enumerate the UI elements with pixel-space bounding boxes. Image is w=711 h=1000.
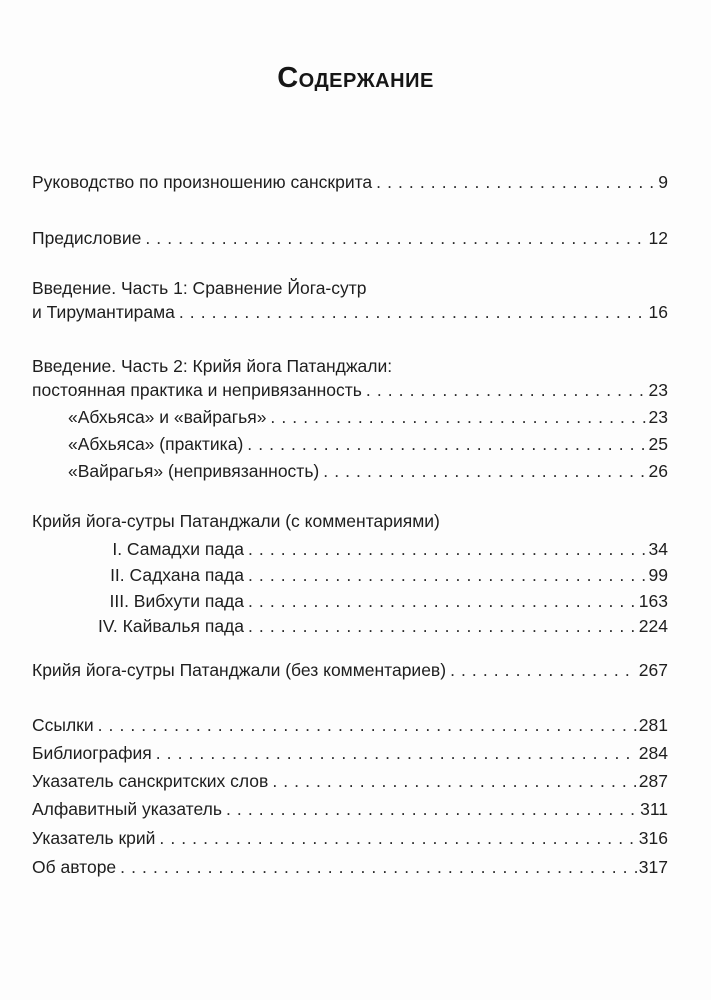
dot-leader (248, 537, 647, 561)
toc-entry-label: IV. Кайвалья пада (97, 616, 244, 636)
toc-entry-page: 99 (648, 565, 668, 585)
dot-leader (179, 300, 647, 324)
toc-entry-label: Об авторе (32, 857, 117, 877)
toc-entry[interactable] (32, 855, 668, 879)
toc-entry[interactable] (32, 276, 668, 324)
dot-leader (376, 170, 656, 194)
toc-entry-page: 224 (638, 616, 668, 636)
toc-entry-label: Указатель крий (32, 828, 156, 848)
toc-entry[interactable] (32, 170, 668, 194)
toc-subentry[interactable] (32, 614, 668, 638)
toc-entry-label: «Вайрагья» (непривязанность) (68, 461, 320, 481)
toc-entry-page: 26 (648, 461, 668, 481)
toc-subentry[interactable] (68, 432, 668, 456)
toc-subentry[interactable] (32, 563, 668, 587)
toc-entry[interactable] (32, 826, 668, 850)
toc-entry[interactable] (32, 769, 668, 793)
dot-leader (248, 614, 637, 638)
toc-subentry[interactable] (32, 537, 668, 561)
toc-entry-label: и Тирумантирама (32, 302, 175, 322)
toc-entry-page: 284 (638, 743, 668, 763)
dot-leader (98, 713, 637, 737)
dot-leader (159, 826, 636, 850)
toc-entry-page: 317 (638, 857, 668, 877)
dot-leader (247, 432, 646, 456)
toc-subentry[interactable] (68, 405, 668, 429)
toc-entry-page: 16 (648, 302, 668, 322)
toc-entry-label: Предисловие (32, 228, 142, 248)
toc-entry[interactable] (32, 713, 668, 737)
toc-entry-page: 267 (638, 660, 668, 680)
toc-entry-page: 163 (638, 591, 668, 611)
toc-entry-label: Ссылки (32, 715, 94, 735)
toc-entry-label: «Абхьяса» и «вайрагья» (68, 407, 267, 427)
dot-leader (156, 741, 637, 765)
toc-entry[interactable] (32, 658, 668, 682)
toc-entry-page: 25 (648, 434, 668, 454)
dot-leader (248, 589, 637, 613)
toc-entry-page: 316 (638, 828, 668, 848)
dot-leader (145, 226, 646, 250)
page-title: Содержание (277, 62, 434, 94)
dot-leader (120, 855, 637, 879)
toc-entry-label: «Абхьяса» (практика) (68, 434, 244, 454)
toc-entry-label: Указатель санскритских слов (32, 771, 269, 791)
toc-entry-page: 23 (648, 380, 668, 400)
toc-entry-label: Руководство по произношению санскрита (32, 172, 373, 192)
toc-entry-page: 34 (648, 539, 668, 559)
toc-entry[interactable] (32, 797, 668, 821)
dot-leader (226, 797, 638, 821)
toc-entry-label: постоянная практика и непривязанность (32, 380, 362, 400)
toc-entry-label: I. Самадхи пада (112, 539, 244, 559)
toc-entry-label: III. Вибхути пада (109, 591, 244, 611)
toc-entry-page: 12 (648, 228, 668, 248)
toc-entry-label: Библиография (32, 743, 152, 763)
toc-section-heading[interactable] (32, 509, 668, 533)
toc-entry[interactable] (32, 741, 668, 765)
toc-entry-label: II. Садхана пада (110, 565, 244, 585)
toc-entry[interactable] (32, 354, 668, 402)
dot-leader (450, 658, 637, 682)
toc-entry-page: 9 (658, 172, 668, 192)
toc-subentry[interactable] (68, 459, 668, 483)
toc-entry-label: Крийя йога-сутры Патанджали (без комментариев) (32, 660, 447, 680)
dot-leader (270, 405, 646, 429)
toc-subentry[interactable] (32, 589, 668, 613)
toc-entry-page: 287 (638, 771, 668, 791)
toc-entry-label: Алфавитный указатель (32, 799, 222, 819)
toc-entry-label-line1: Введение. Часть 2: Крийя йога Патанджали: (32, 356, 393, 376)
toc-entry[interactable] (32, 226, 668, 250)
toc-entry-label-line1: Введение. Часть 1: Сравнение Йога-сутр (32, 278, 367, 298)
dot-leader (366, 378, 647, 402)
dot-leader (272, 769, 636, 793)
toc-entry-page: 281 (638, 715, 668, 735)
dot-leader (248, 563, 647, 587)
dot-leader (323, 459, 646, 483)
toc-entry-label: Крийя йога-сутры Патанджали (с комментариями) (32, 511, 440, 531)
toc-entry-page: 23 (648, 407, 668, 427)
toc-entry-page: 311 (640, 799, 668, 819)
